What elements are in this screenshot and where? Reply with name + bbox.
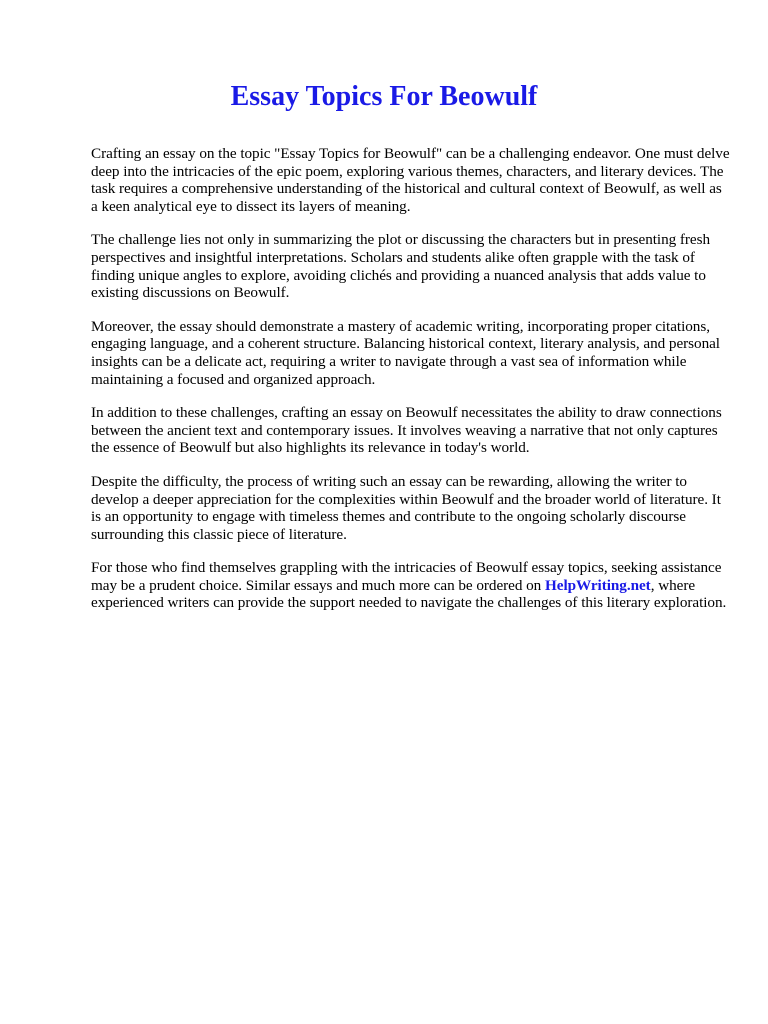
- paragraph-1: Crafting an essay on the topic "Essay Topics for Beowulf" can be a challenging endeavor. One must delve deep into the intricacies of the epic poem, exploring various themes, characters, and literary devices. The task requires a comprehensive understanding of the historical and cultural context of Beowulf, as well as a keen analytical eye to dissect its layers of meaning.: [91, 145, 730, 215]
- paragraph-2: The challenge lies not only in summarizing the plot or discussing the characters but in presenting fresh perspectives and insightful interpretations. Scholars and students alike often grapple with the task of finding unique angles to explore, avoiding clichés and providing a nuanced analysis that adds value to existing discussions on Beowulf.: [91, 231, 711, 302]
- helpwriting-link[interactable]: HelpWriting.net: [544, 576, 651, 594]
- page-title: Essay Topics For Beowulf: [230, 81, 538, 112]
- paragraph-3: Moreover, the essay should demonstrate a mastery of academic writing, incorporating proper citations, engaging language, and a coherent structure. Balancing historical context, literary analysis, and personal insights can be a delicate act, requiring a writer to navigate through a vast sea of information while maintaining a focused and organized approach.: [91, 317, 720, 388]
- closing-text-before-link: For those who find themselves grappling with the intricacies of Beowulf essay topics, seeking assistance may be a prudent choice. Similar essays and much more can be ordered on: [91, 559, 722, 594]
- document-body: [91, 145, 731, 628]
- paragraph-4: In addition to these challenges, crafting an essay on Beowulf necessitates the ability to draw connections between the ancient text and contemporary issues. It involves weaving a narrative that not only captures the essence of Beowulf but also highlights its relevance in today's world.: [91, 404, 722, 457]
- paragraph-5: Despite the difficulty, the process of writing such an essay can be rewarding, allowing the writer to develop a deeper appreciation for the complexities within Beowulf and the broader world of literature. It is an opportunity to engage with timeless themes and contribute to the ongoing scholarly discourse surrounding this classic piece of literature.: [91, 472, 721, 543]
- closing-text-after-link: , where experienced writers can provide the support needed to navigate the challenges of this literary exploration.: [91, 576, 727, 612]
- closing-paragraph: [91, 559, 731, 612]
